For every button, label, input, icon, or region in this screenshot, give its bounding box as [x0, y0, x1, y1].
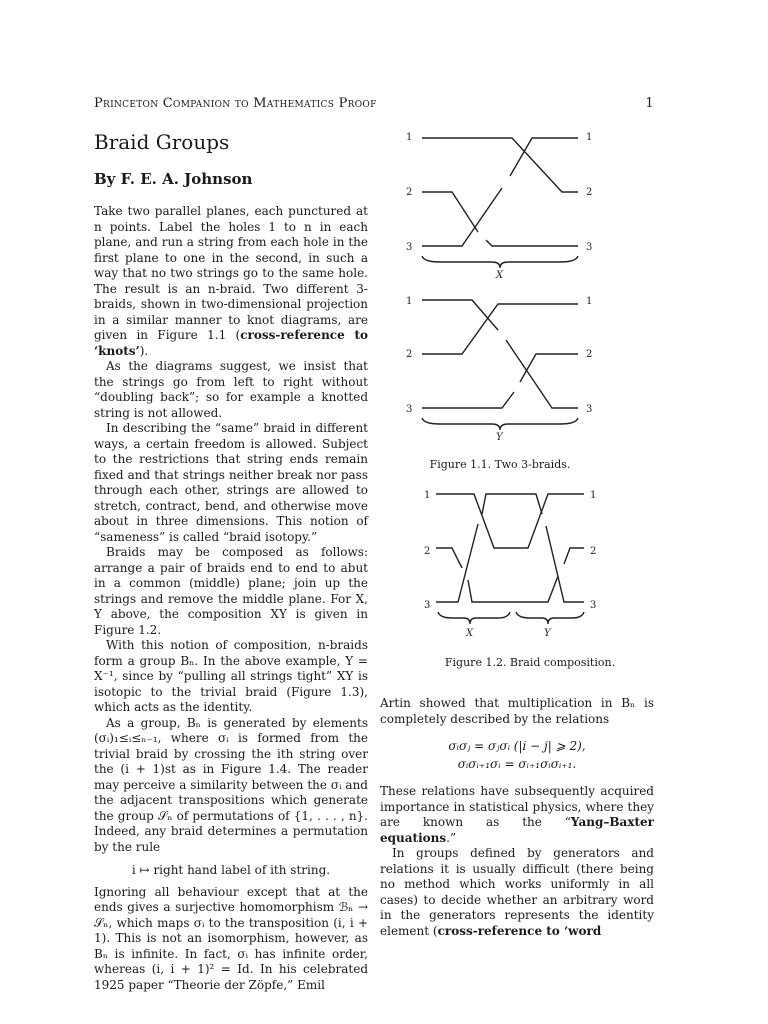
- braid-composition-figure: [418, 484, 614, 642]
- strand-b3: [564, 548, 584, 564]
- label-2-left: 2: [406, 349, 413, 360]
- label-3-right: 3: [586, 404, 593, 415]
- paragraph-word-problem: In groups defined by generators and relations it is usually difficult (there being no method which works uniformly in all cases) to decide whether an arbitrary word in the generators represents the identity element (cross-reference to ‘word: [380, 846, 654, 938]
- label-1-left: 1: [406, 132, 413, 143]
- label-3-left: 3: [406, 242, 413, 253]
- right-column: [380, 696, 654, 939]
- strand-1: [422, 138, 578, 192]
- strand-c2: [482, 494, 542, 514]
- label-2-right: 2: [586, 187, 593, 198]
- label-2-left: 2: [424, 546, 431, 557]
- label-1-left: 1: [424, 490, 431, 501]
- label-1-right: 1: [586, 132, 593, 143]
- strand-2b: [486, 240, 578, 246]
- strand-2: [422, 304, 578, 354]
- paragraph-2: As the diagrams suggest, we insist that the strings go from left to right without “doubling back”; so for example a knotted string is not allowed.: [94, 359, 368, 420]
- page-number: 1: [645, 96, 654, 111]
- label-3-right: 3: [586, 242, 593, 253]
- strand-3b: [510, 138, 578, 176]
- article-title: Braid Groups: [94, 130, 230, 154]
- brace-x: [422, 256, 578, 268]
- relation-2: σᵢσᵢ₊₁σᵢ = σᵢ₊₁σᵢσᵢ₊₁.: [457, 756, 577, 771]
- brace-y: [516, 612, 584, 624]
- strand-c: [436, 524, 478, 602]
- cross-reference-word[interactable]: cross-reference to ‘word: [437, 923, 602, 938]
- label-2-right: 2: [590, 546, 597, 557]
- strand-3: [422, 392, 514, 408]
- strand-1: [422, 300, 498, 330]
- running-header: [94, 96, 654, 114]
- paragraph-3: In describing the “same” braid in different ways, a certain freedom is allowed. Subject to the restrictions that string ends remain fixed and that strings neither break nor pass through each other, strings are allowed to stretch, contract, bend, and otherwise move about in three dimensions. This notion of “sameness” is called “braid isotopy.”: [94, 421, 368, 544]
- paragraph-artin: Artin showed that multiplication in Bₙ is completely described by the relations: [380, 696, 654, 726]
- strand-b: [436, 548, 462, 568]
- cross-reference-knots[interactable]: cross-reference to ‘knots’: [94, 328, 368, 358]
- brace-x: [438, 612, 510, 624]
- label-3-right: 3: [590, 600, 597, 611]
- strand-3b: [520, 354, 578, 382]
- label-x: X: [466, 628, 474, 639]
- label-2-left: 2: [406, 187, 413, 198]
- article-author: By F. E. A. Johnson: [94, 170, 253, 188]
- paragraph-7: Ignoring all behaviour except that at the ends gives a surjective homomorphism ℬₙ → 𝒮ₙ, which maps σᵢ to the transposition (i, i + 1). This is not an isomorphism, however, as Bₙ is infinite. In fact, σᵢ has infinite order, whereas (i, i + 1)² = Id. In his celebrated 1925 paper “Theorie der Zöpfe,” Emil: [94, 884, 368, 992]
- label-2-right: 2: [586, 349, 593, 360]
- label-y: Y: [496, 432, 503, 443]
- strand-b2: [468, 576, 558, 602]
- paragraph-6: As a group, Bₙ is generated by elements (σᵢ)₁≤ᵢ≤ₙ₋₁, where σᵢ is formed from the trivial braid by crossing the ith string over the (i + 1)st as in Figure 1.4. The reader may perceive a similarity between the σᵢ and the adjacent transpositions which generate the group 𝒮ₙ of permutations of {1, . . . , n}. Indeed, any braid determines a permutation by the rule: [94, 715, 368, 854]
- label-1-left: 1: [406, 296, 413, 307]
- left-column: [94, 204, 368, 993]
- label-3-left: 3: [424, 600, 431, 611]
- strand-2: [422, 192, 478, 232]
- figure-1-1-caption: Figure 1.1. Two 3-braids.: [429, 458, 571, 471]
- yang-baxter-term: Yang–Baxter equations: [380, 815, 654, 845]
- braid-figure-y: [400, 290, 610, 446]
- paragraph-4: Braids may be composed as follows: arrange a pair of braids end to end to abut in a common (middle) plane; join up the strings and remove the middle plane. For X, Y above, the composition XY is given in Figure 1.2.: [94, 545, 368, 637]
- label-y: Y: [544, 628, 551, 639]
- paragraph-yang-baxter: These relations have subsequently acquired importance in statistical physics, where they are known as the “Yang–Baxter equations.”: [380, 784, 654, 845]
- relation-1: σᵢσⱼ = σⱼσᵢ (|i − j| ⩾ 2),: [448, 739, 586, 753]
- paragraph-5: With this notion of composition, n-braids form a group Bₙ. In the above example, Y = X⁻¹, since by “pulling all strings tight” XY is isotopic to the trivial braid (Figure 1.3), which acts as the identity.: [94, 638, 368, 714]
- strand-3: [422, 188, 502, 246]
- label-1-right: 1: [590, 490, 597, 501]
- figure-1-2-caption: Figure 1.2. Braid composition.: [444, 656, 616, 669]
- label-x: X: [496, 270, 504, 281]
- running-title: Princeton Companion to Mathematics Proof: [94, 96, 377, 111]
- braid-figure-x: [400, 128, 610, 282]
- brace-y: [422, 418, 578, 430]
- paragraph-1: Take two parallel planes, each punctured at n points. Label the holes 1 to n in each plane, and run a string from each hole in the first plane to one in the second, in such a way that no two strings go to the same hole. The result is an n-braid. Two different 3-braids, shown in two-dimensional projection in a similar manner to knot diagrams, are given in Figure 1.1 (cross-reference to ‘knots’).: [94, 204, 368, 358]
- label-1-right: 1: [586, 296, 593, 307]
- strand-1b: [506, 340, 578, 408]
- label-3-left: 3: [406, 404, 413, 415]
- strand-a: [436, 494, 584, 548]
- permutation-rule: i ↦ right hand label of ith string.: [131, 863, 331, 877]
